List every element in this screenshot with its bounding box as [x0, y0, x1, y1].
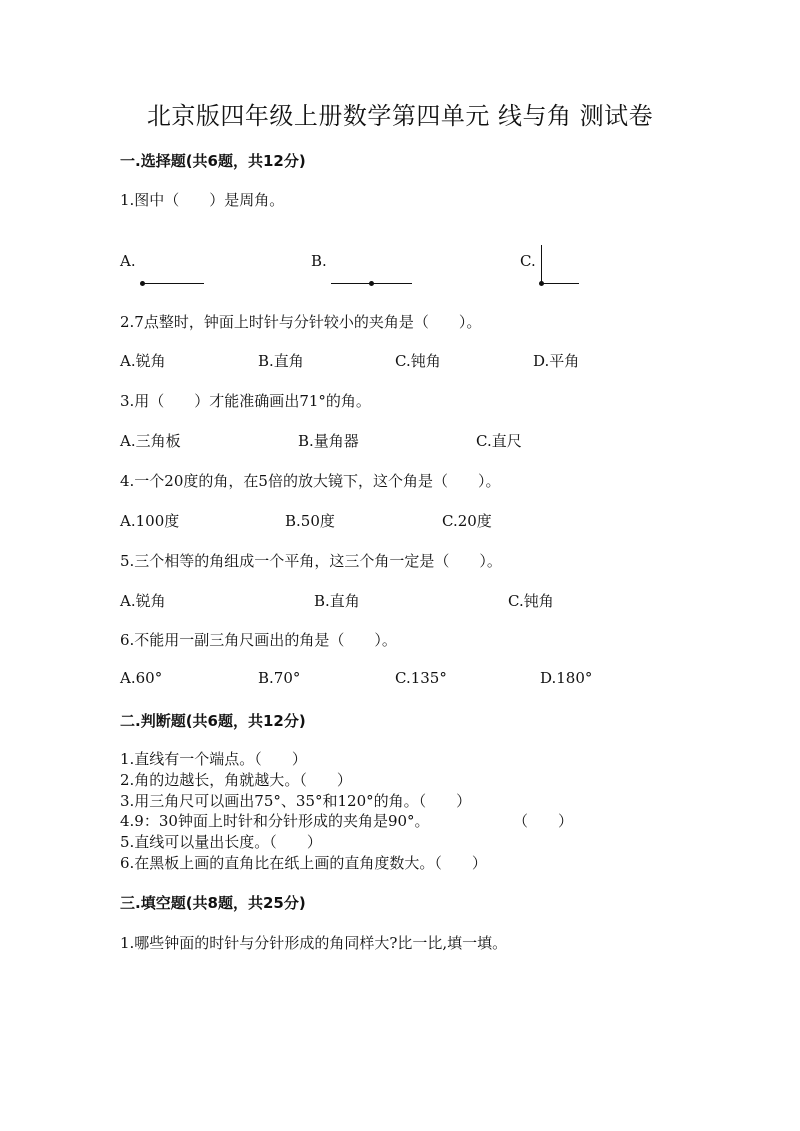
option-2-d: D.平角 [533, 352, 580, 370]
option-6-a: A.60° [120, 669, 163, 687]
option-3-a: A.三角板 [120, 432, 181, 450]
option-3-c: C.直尺 [476, 432, 522, 450]
option-4-a: A.100度 [120, 512, 180, 530]
judge-item-4-blank: （ ） [513, 812, 574, 830]
option-5-b: B.直角 [314, 592, 360, 610]
judge-item-6: 6.在黑板上画的直角比在纸上画的直角度数大。（ ） [120, 854, 487, 872]
option-2-a: A.锐角 [120, 352, 166, 370]
option-3-b: B.量角器 [298, 432, 359, 450]
option-2-b: B.直角 [258, 352, 304, 370]
question-4: 4.一个20度的角，在5倍的放大镜下，这个角是（ ）。 [120, 472, 501, 490]
question-6: 6.不能用一副三角尺画出的角是（ ）。 [120, 631, 397, 649]
option-4-b: B.50度 [285, 512, 335, 530]
option-1-a: A. [120, 252, 136, 270]
option-5-a: A.锐角 [120, 592, 166, 610]
fill-item-1: 1.哪些钟面的时针与分针形成的角同样大?比一比,填一填。 [120, 934, 508, 952]
section-heading-fill: 三.填空题(共8题，共25分) [120, 894, 306, 912]
question-1: 1.图中（ ）是周角。 [120, 191, 285, 209]
option-6-c: C.135° [395, 669, 447, 687]
option-2-c: C.钝角 [395, 352, 441, 370]
judge-item-5: 5.直线可以量出长度。（ ） [120, 833, 322, 851]
section-heading-choice: 一.选择题(共6题，共12分) [120, 152, 306, 170]
option-6-d: D.180° [540, 669, 593, 687]
question-5: 5.三个相等的角组成一个平角，这三个角一定是（ ）。 [120, 552, 502, 570]
option-4-c: C.20度 [442, 512, 492, 530]
judge-item-2: 2.角的边越长，角就越大。（ ） [120, 771, 352, 789]
judge-item-1: 1.直线有一个端点。（ ） [120, 750, 307, 768]
option-6-b: B.70° [258, 669, 301, 687]
question-3: 3.用（ ）才能准确画出71°的角。 [120, 392, 371, 410]
option-1-c: C. [520, 252, 536, 270]
question-2: 2.7点整时，钟面上时针与分针较小的夹角是（ ）。 [120, 313, 482, 331]
option-5-c: C.钝角 [508, 592, 554, 610]
page-title: 北京版四年级上册数学第四单元 线与角 测试卷 [146, 102, 654, 130]
judge-item-4: 4.9：30钟面上时针和分针形成的夹角是90°。 [120, 812, 430, 830]
option-1-b: B. [311, 252, 327, 270]
section-heading-judge: 二.判断题(共6题，共12分) [120, 712, 306, 730]
judge-item-3: 3.用三角尺可以画出75°、35°和120°的角。（ ） [120, 792, 472, 810]
